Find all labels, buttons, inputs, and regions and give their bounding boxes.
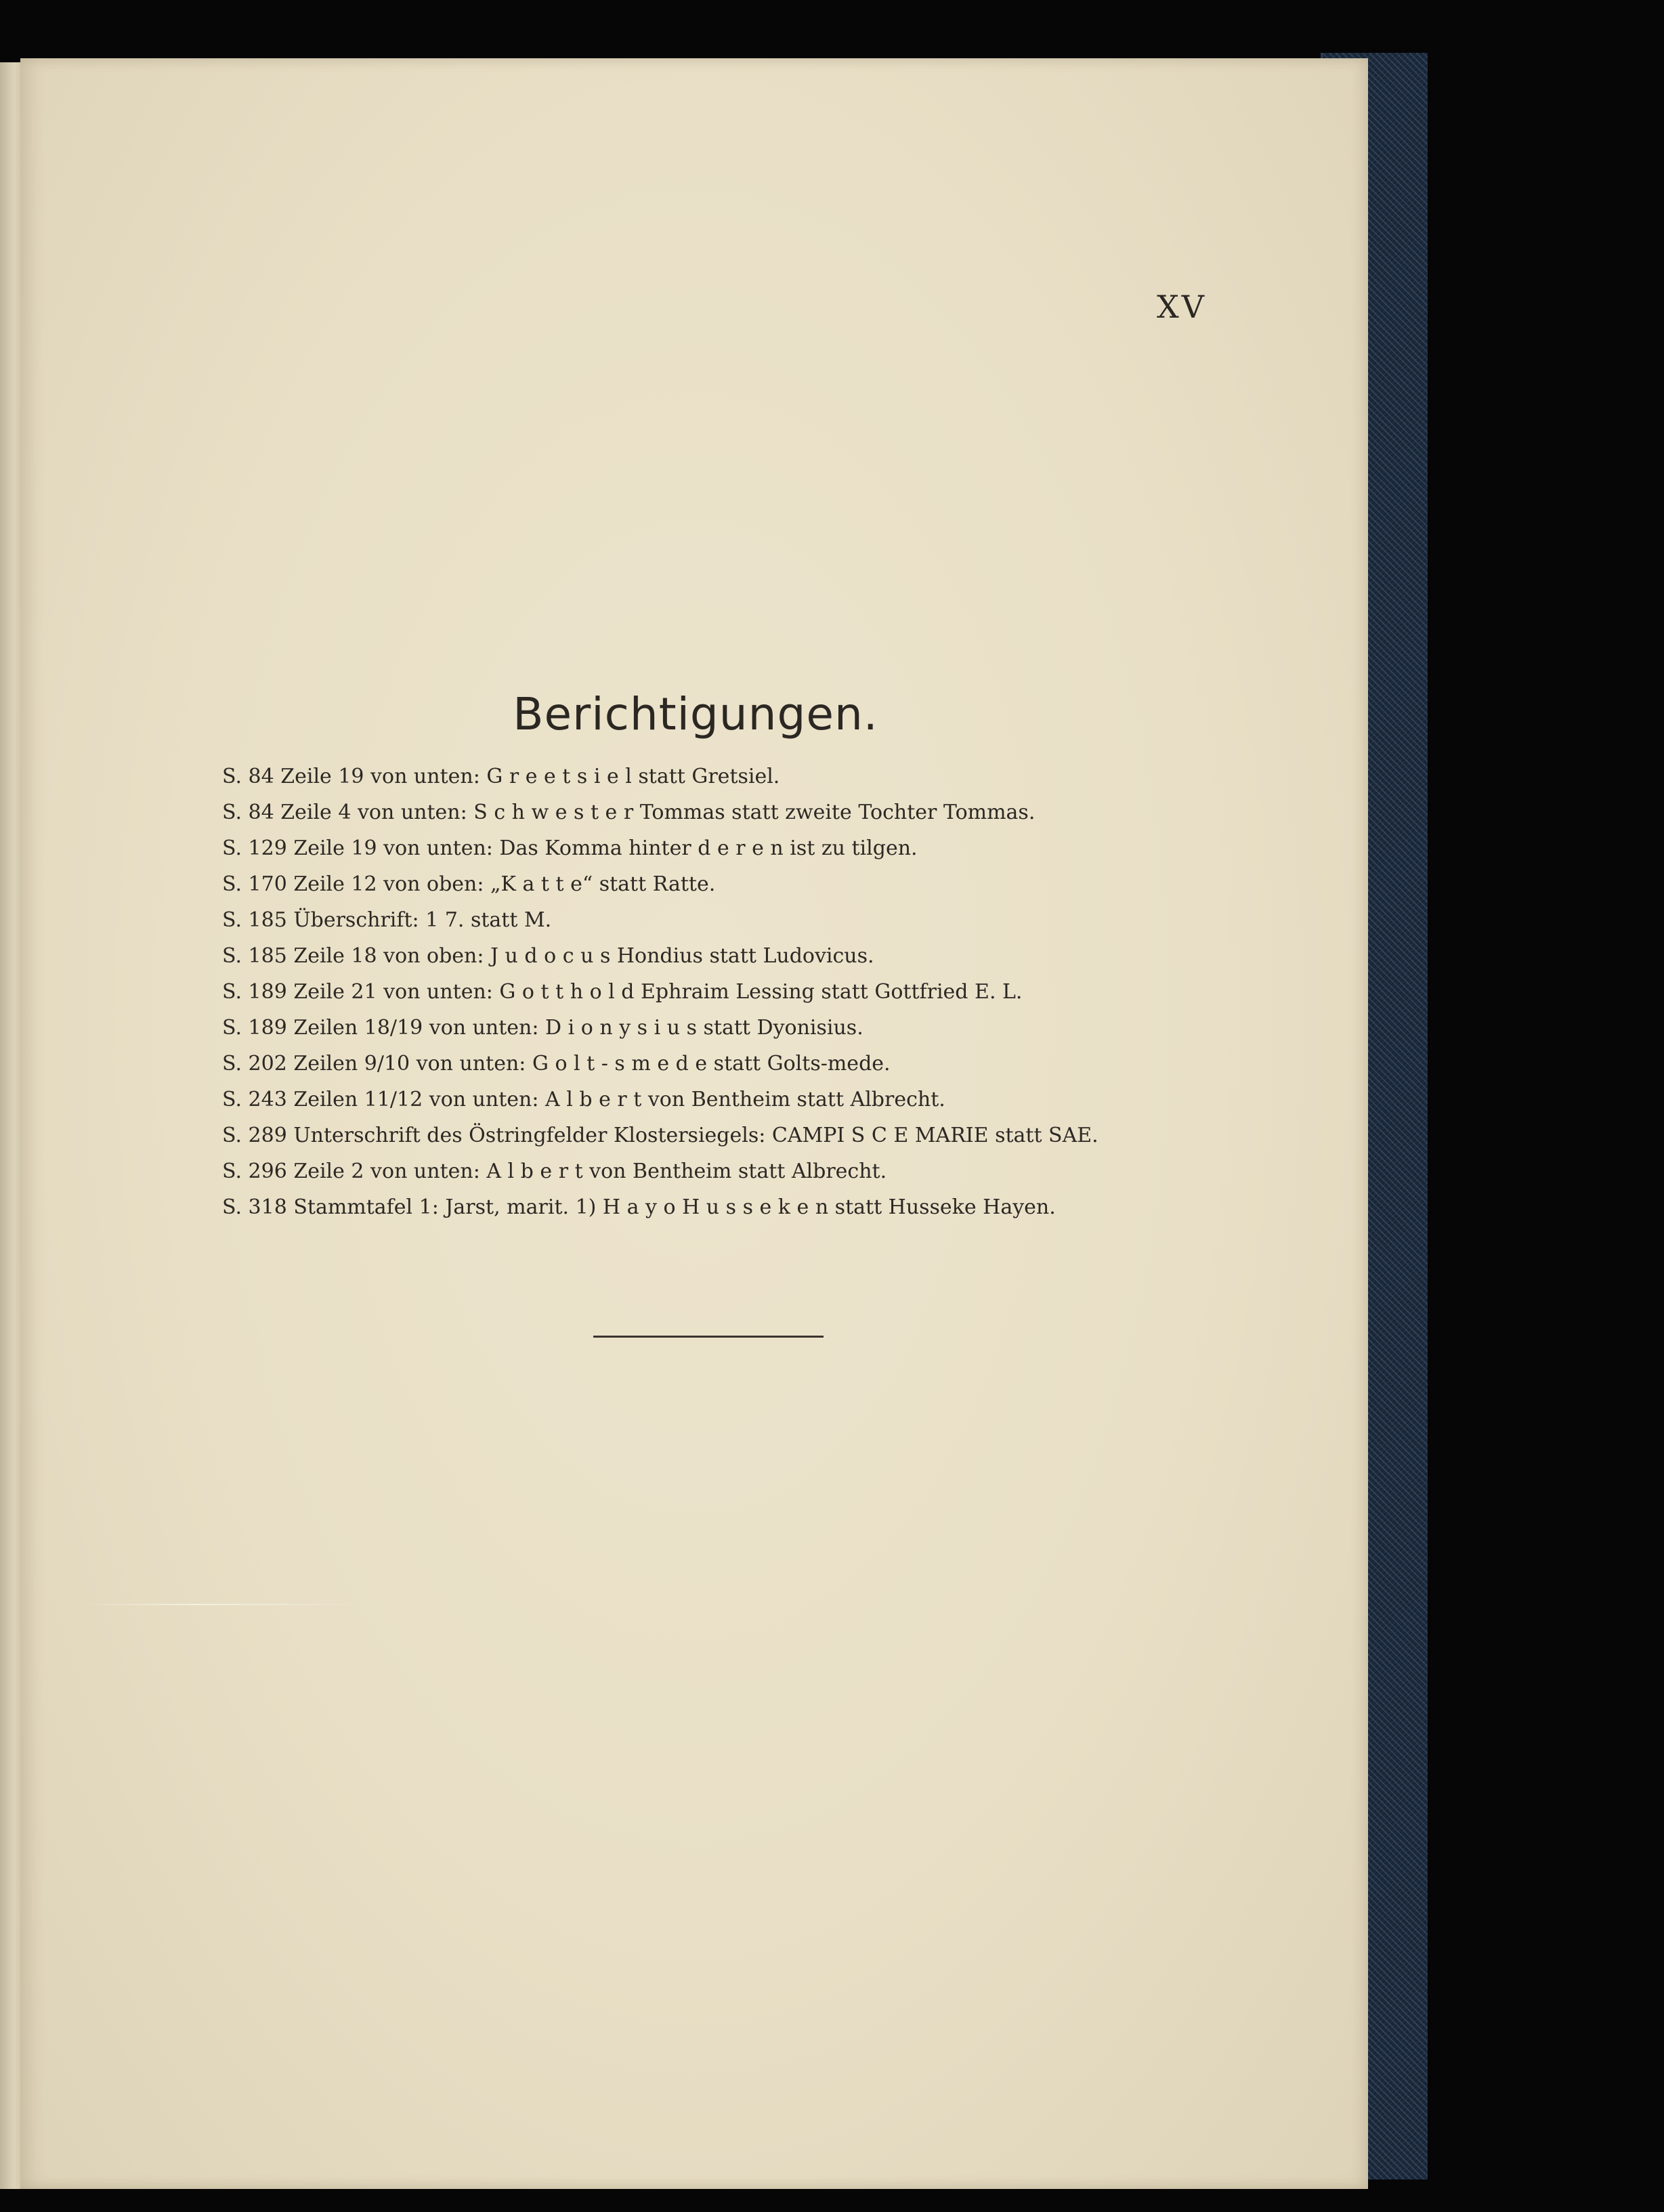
- correction-item: S. 318 Stammtafel 1: Jarst, marit. 1) H a y o H u s s e k e n statt Husseke Hayen.: [222, 1195, 1056, 1219]
- correction-item: S. 202 Zeilen 9/10 von unten: G o l t - s m e d e statt Golts-mede.: [222, 1052, 891, 1076]
- heading-text: Berichtigungen.: [513, 688, 878, 740]
- closing-rule: [593, 1336, 824, 1338]
- correction-item: S. 296 Zeile 2 von unten: A l b e r t von Bentheim statt Albrecht.: [222, 1160, 887, 1183]
- section-heading: [22, 688, 1369, 740]
- correction-item: S. 185 Zeile 18 von oben: J u d o c u s Hondius statt Ludovicus.: [222, 944, 874, 968]
- correction-item: S. 84 Zeile 19 von unten: G r e e t s i e l statt Gretsiel.: [222, 765, 780, 788]
- correction-item: S. 189 Zeilen 18/19 von unten: D i o n y s i u s statt Dyonisius.: [222, 1016, 863, 1040]
- corrections-list: [222, 759, 1279, 1225]
- correction-item: S. 129 Zeile 19 von unten: Das Komma hinter d e r e n ist zu tilgen.: [222, 836, 918, 860]
- page-number: XV: [1157, 289, 1207, 325]
- previous-page-edge: [0, 62, 23, 2189]
- book-page: [20, 58, 1368, 2189]
- paper-crease: [81, 1604, 366, 1605]
- correction-item: S. 185 Überschrift: 1 7. statt M.: [222, 908, 552, 932]
- correction-item: S. 84 Zeile 4 von unten: S c h w e s t e r Tommas statt zweite Tochter Tommas.: [222, 801, 1036, 824]
- correction-item: S. 170 Zeile 12 von oben: „K a t t e“ statt Ratte.: [222, 872, 716, 896]
- correction-item: S. 243 Zeilen 11/12 von unten: A l b e r t von Bentheim statt Albrecht.: [222, 1088, 945, 1111]
- correction-item: S. 189 Zeile 21 von unten: G o t t h o l d Ephraim Lessing statt Gottfried E. L.: [222, 980, 1023, 1004]
- correction-item: S. 289 Unterschrift des Östringfelder Klostersiegels: CAMPI S C E MARIE statt SAE.: [222, 1124, 1098, 1147]
